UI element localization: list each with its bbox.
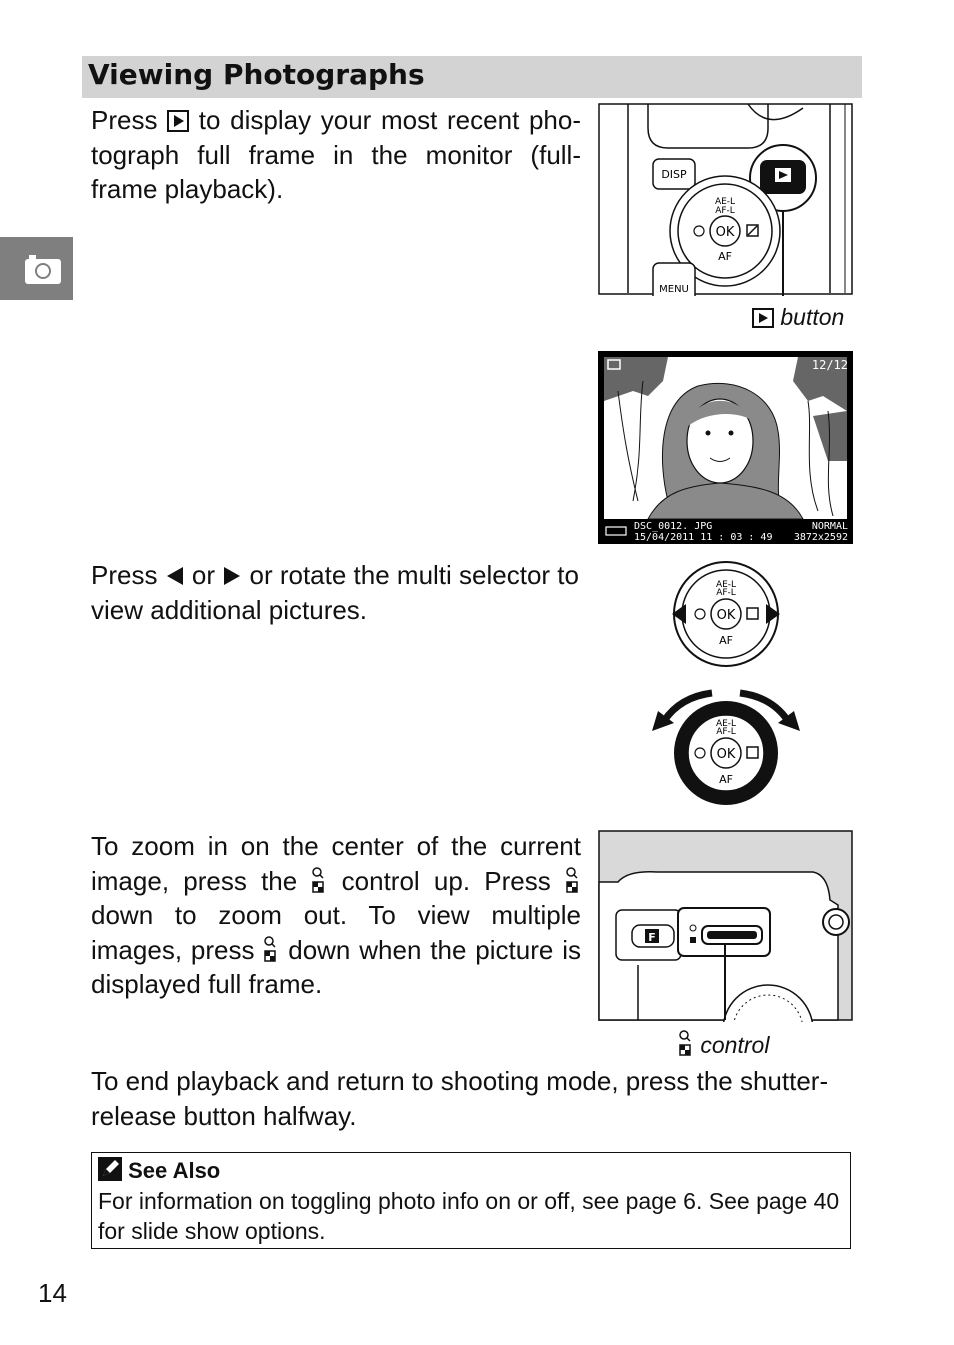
- zoom-icon: [678, 1030, 694, 1056]
- file-name: DSC_0012. JPG: [634, 521, 713, 532]
- monitor-figure: [598, 351, 853, 544]
- af-l-label: AF-L: [716, 727, 736, 737]
- ae-l-label: AE-L: [714, 197, 736, 207]
- p1-text-b: to display your most recent pho-tograph full frame in the monitor (full-frame playback).: [91, 105, 581, 204]
- multi-selector-rotate-figure: [650, 685, 802, 807]
- zoom-control-caption: [678, 1030, 769, 1059]
- pencil-icon: [98, 1157, 122, 1181]
- caption-text: control: [700, 1032, 770, 1058]
- ok-label: OK: [716, 608, 736, 623]
- navigate-paragraph: [91, 558, 581, 627]
- f-button-label: F: [648, 931, 656, 944]
- ok-label: OK: [716, 747, 736, 762]
- multi-selector-press-figure: [668, 560, 784, 668]
- image-size: 3872x2592: [793, 532, 848, 543]
- playback-icon: [752, 308, 774, 328]
- see-also-heading-row: [98, 1157, 220, 1185]
- see-also-heading: See Also: [128, 1158, 221, 1183]
- caption-text: button: [780, 304, 845, 330]
- see-also-text: For information on toggling photo info on or off, see page 6. See page 40 for slide show options.: [98, 1188, 840, 1244]
- p1-text-a: Press: [91, 105, 168, 135]
- quality: NORMAL: [811, 521, 848, 532]
- menu-label: MENU: [659, 284, 689, 295]
- zoom-icon: [311, 867, 327, 893]
- p3-text-c: down to zoom out. To view multiple images, press: [91, 900, 581, 965]
- intro-paragraph: [91, 103, 581, 207]
- ok-label: OK: [715, 225, 735, 240]
- zoom-icon: [263, 936, 279, 962]
- end-playback-paragraph: To end playback and return to shooting mode, press the shutter-release button halfway.: [91, 1066, 829, 1131]
- p2-text-a: Press: [91, 560, 165, 590]
- ae-l-label: AE-L: [715, 719, 737, 729]
- playback-button-figure: [598, 103, 854, 296]
- ae-l-label: AE-L: [715, 580, 737, 590]
- right-arrow-icon: [222, 565, 242, 587]
- camera-icon: [24, 253, 62, 285]
- playback-icon: [167, 110, 189, 132]
- zoom-control-figure: [598, 830, 854, 1022]
- see-also-box: [91, 1152, 851, 1249]
- p2-text-c: or rotate the multi selector to view additional pictures.: [91, 560, 579, 625]
- p3-text-a: To zoom in on the center of the current image, press the: [91, 831, 581, 896]
- af-label: AF: [719, 634, 733, 647]
- p2-text-b: or: [184, 560, 223, 590]
- af-label: AF: [718, 250, 732, 263]
- af-label: AF: [719, 773, 733, 786]
- chapter-tab: [0, 237, 73, 300]
- p3-text-d: down when the picture is displayed full frame.: [91, 934, 581, 999]
- zoom-paragraph: [91, 829, 581, 1002]
- frame-count: 12/12: [811, 358, 848, 372]
- disp-label: DISP: [661, 168, 687, 181]
- section-title: Viewing Photographs: [88, 58, 425, 91]
- p3-text-b: control up. Press: [327, 865, 565, 896]
- date-time: 15/04/2011 11 : 03 : 49: [634, 532, 773, 543]
- zoom-icon: [565, 867, 581, 893]
- af-l-label: AF-L: [715, 206, 735, 216]
- af-l-label: AF-L: [716, 588, 736, 598]
- left-arrow-icon: [165, 565, 185, 587]
- page-number: 14: [38, 1278, 67, 1308]
- playback-button-caption: [752, 303, 844, 331]
